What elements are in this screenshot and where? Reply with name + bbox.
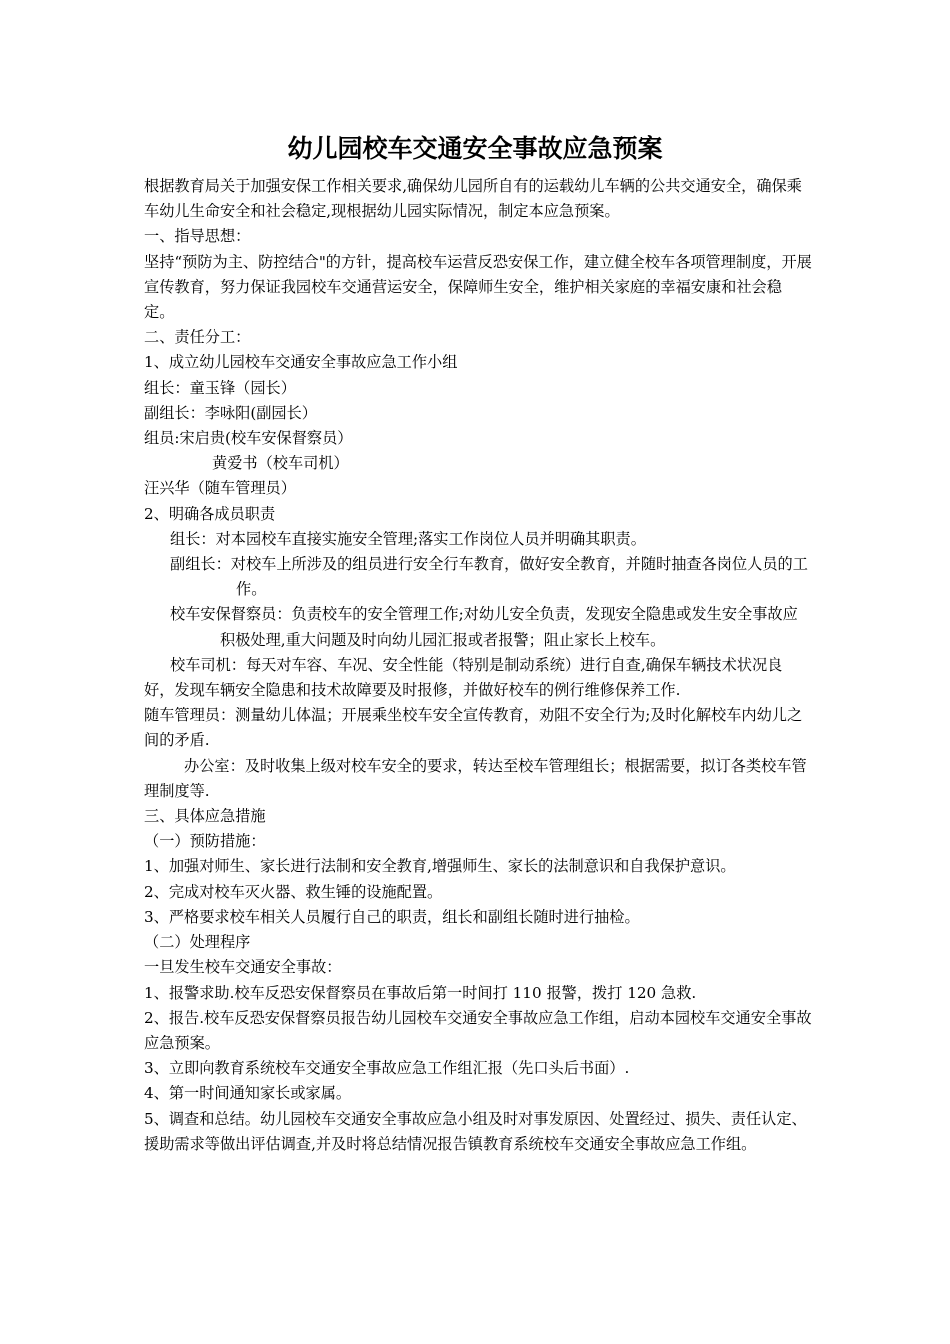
section-heading-responsibility: 二、责任分工：: [144, 328, 251, 347]
subsection-procedure: （二）处理程序: [144, 933, 251, 952]
member-line-3: 汪兴华（随车管理员）: [144, 479, 296, 498]
section-heading-measures: 三、具体应急措施: [144, 807, 266, 826]
prevention-item-2: 2、完成对校车灭火器、救生锤的设施配置。: [144, 882, 443, 901]
duty-driver: 校车司机：每天对车容、车况、安全性能（特别是制动系统）进行自查,确保车辆技术状况良好，发现车辆安全隐患和技术故障要及时报修，并做好校车的例行维修保养工作.: [144, 655, 783, 700]
member-line-1: 组员:宋启贵(校车安保督察员）: [144, 429, 353, 448]
guiding-thought-paragraph: 坚持“预防为主、防控结合"的方针，提高校车运营反恐安保工作，建立健全校车各项管理制度，开展宣传教育，努力保证我园校车交通营运安全，保障师生安全，维护相关家庭的幸福安康和社会稳定。: [144, 252, 812, 322]
section-heading-guiding-thought: 一、指导思想：: [144, 227, 251, 246]
procedure-item-2: 2、报告.校车反恐安保督察员报告幼儿园校车交通安全事故应急工作组，启动本园校车交通安全事故应急预案。: [144, 1008, 812, 1052]
duty-deputy-leader: 副组长：对校车上所涉及的组员进行安全行车教育，做好安全教育，并随时抽查各岗位人员的工作。: [170, 555, 808, 599]
procedure-item-5: 5、调查和总结。幼儿园校车交通安全事故应急小组及时对事发原因、处置经过、损失、责任认定、援助需求等做出评估调查,并及时将总结情况报告镇教育系统校车交通安全事故应急工作组。: [144, 1109, 807, 1153]
member-line-2: 黄爱书（校车司机）: [212, 454, 349, 473]
subsection-form-team: 1、成立幼儿园校车交通安全事故应急工作小组: [144, 353, 458, 372]
prevention-item-3: 3、严格要求校车相关人员履行自己的职责，组长和副组长随时进行抽检。: [144, 907, 640, 926]
deputy-leader-line: 副组长：李咏阳(副园长）: [144, 403, 317, 422]
intro-paragraph: 根据教育局关于加强安保工作相关要求,确保幼儿园所自有的运载幼儿车辆的公共交通安全，确保乘车幼儿生命安全和社会稳定,现根据幼儿园实际情况，制定本应急预案。: [144, 177, 802, 221]
prevention-item-1: 1、加强对师生、家长进行法制和安全教育,增强师生、家长的法制意识和自我保护意识。: [144, 857, 736, 876]
procedure-intro: 一旦发生校车交通安全事故：: [144, 958, 342, 977]
duty-vehicle-manager: 随车管理员：测量幼儿体温；开展乘坐校车安全宣传教育，劝阻不安全行为;及时化解校车内幼儿之间的矛盾.: [144, 706, 803, 750]
duty-office: 办公室：及时收集上级对校车安全的要求，转达至校车管理组长；根据需要，拟订各类校车管理制度等.: [144, 756, 807, 800]
document-title: 幼儿园校车交通安全事故应急预案: [287, 134, 663, 163]
duty-leader: 组长：对本园校车直接实施安全管理;落实工作岗位人员并明确其职责。: [170, 529, 646, 548]
document-body: [144, 174, 812, 1157]
procedure-item-4: 4、第一时间通知家长或家属。: [144, 1084, 352, 1103]
team-leader-line: 组长：童玉锋（园长）: [144, 378, 296, 397]
subsection-duties: 2、明确各成员职责: [144, 504, 276, 523]
procedure-item-3: 3、立即向教育系统校车交通安全事故应急工作组汇报（先口头后书面）.: [144, 1059, 630, 1078]
duty-security-inspector: 校车安保督察员：负责校车的安全管理工作;对幼儿安全负责，发现安全隐患或发生安全事故应积极处理,重大问题及时向幼儿园汇报或者报警；阻止家长上校车。: [170, 605, 798, 649]
subsection-prevention: （一）预防措施：: [144, 832, 266, 851]
procedure-item-1: 1、报警求助.校车反恐安保督察员在事故后第一时间打 110 报警，拨打 120 急救.: [144, 983, 697, 1002]
